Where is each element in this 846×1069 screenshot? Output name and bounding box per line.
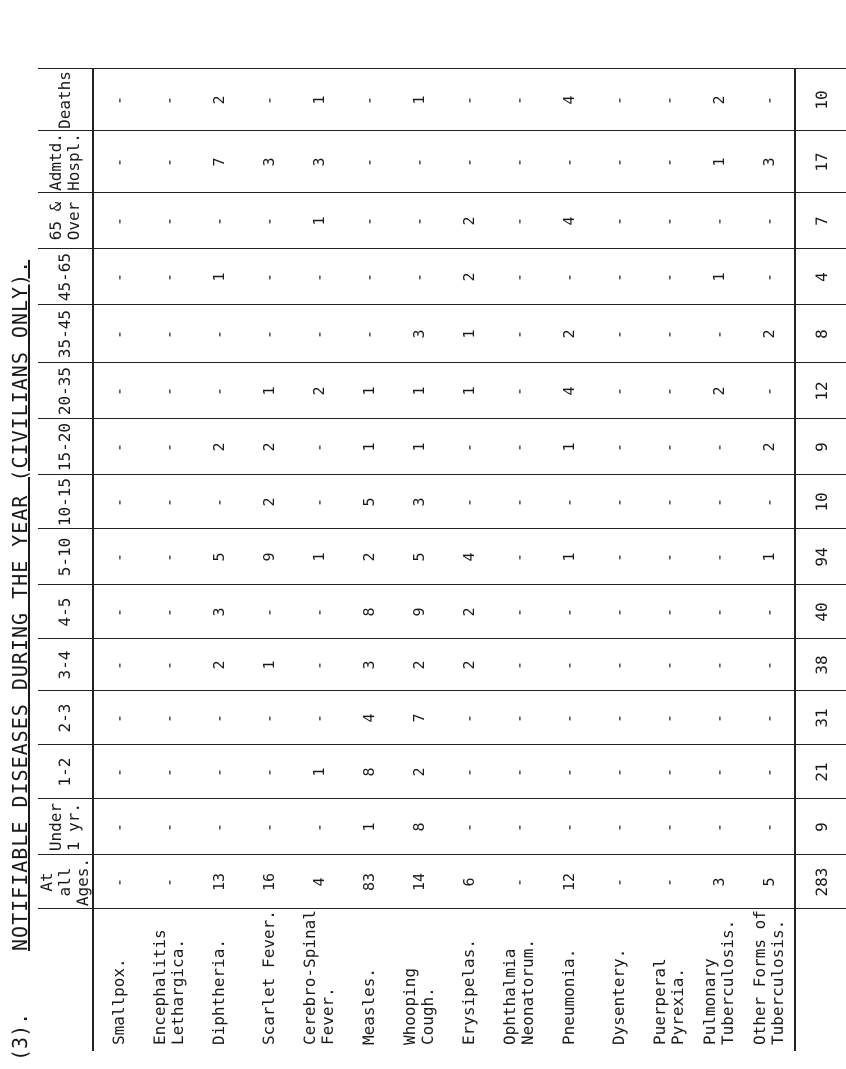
column-header: 15-20	[38, 419, 93, 475]
case-count: 2	[744, 419, 795, 475]
case-count: -	[494, 419, 544, 475]
column-header: 10-15	[38, 475, 93, 529]
case-count: -	[144, 745, 194, 799]
case-count: -	[744, 691, 795, 745]
case-count: -	[194, 475, 244, 529]
case-count: 2	[194, 419, 244, 475]
case-count: -	[494, 745, 544, 799]
case-count: -	[544, 585, 594, 639]
case-count: -	[544, 639, 594, 691]
case-count: -	[194, 799, 244, 855]
case-count: -	[644, 691, 694, 745]
notifiable-diseases-table	[38, 69, 846, 1052]
case-count: 7	[194, 131, 244, 193]
case-count: 2	[194, 69, 244, 131]
disease-name: Puerperal Pyrexia.	[644, 909, 694, 1051]
total-count: 17	[795, 131, 846, 193]
case-count: -	[244, 69, 294, 131]
case-count: -	[444, 745, 494, 799]
disease-name: Ophthalmia Neonatorum.	[494, 909, 544, 1051]
case-count: 2	[444, 193, 494, 249]
case-count: -	[194, 691, 244, 745]
case-count: -	[594, 193, 644, 249]
column-header: 65 & Over	[38, 193, 93, 249]
table-row	[644, 69, 694, 1051]
case-count: -	[494, 69, 544, 131]
total-count: 12	[795, 363, 846, 419]
case-count: 2	[694, 69, 744, 131]
case-count: -	[594, 529, 644, 585]
case-count: -	[194, 305, 244, 363]
case-count: 16	[244, 855, 294, 909]
case-count: -	[644, 193, 694, 249]
case-count: -	[594, 475, 644, 529]
case-count: 1	[444, 305, 494, 363]
case-count: -	[544, 745, 594, 799]
case-count: 13	[194, 855, 244, 909]
case-count: -	[694, 691, 744, 745]
disease-name: Scarlet Fever.	[244, 909, 294, 1051]
column-header: Deaths	[38, 69, 93, 131]
totals-row	[795, 69, 846, 1051]
column-header: 4-5	[38, 585, 93, 639]
case-count: -	[294, 639, 344, 691]
case-count: -	[594, 363, 644, 419]
total-count: 31	[795, 691, 846, 745]
case-count: 2	[344, 529, 394, 585]
case-count: 5	[394, 529, 444, 585]
case-count: 2	[194, 639, 244, 691]
case-count: 1	[394, 419, 444, 475]
case-count: -	[394, 193, 444, 249]
column-header: 1-2	[38, 745, 93, 799]
case-count: -	[394, 131, 444, 193]
case-count: -	[644, 855, 694, 909]
case-count: 5	[344, 475, 394, 529]
case-count: -	[744, 475, 795, 529]
case-count: -	[93, 745, 144, 799]
case-count: 2	[244, 419, 294, 475]
case-count: 1	[344, 419, 394, 475]
case-count: -	[744, 799, 795, 855]
case-count: 6	[444, 855, 494, 909]
case-count: -	[144, 799, 194, 855]
case-count: -	[394, 249, 444, 305]
case-count: -	[144, 639, 194, 691]
case-count: 3	[294, 131, 344, 193]
case-count: -	[494, 855, 544, 909]
total-count: 8	[795, 305, 846, 363]
table-row	[744, 69, 795, 1051]
case-count: 14	[394, 855, 444, 909]
case-count: -	[444, 799, 494, 855]
column-header: 2-3	[38, 691, 93, 745]
case-count: 2	[294, 363, 344, 419]
disease-name: Diphtheria.	[194, 909, 244, 1051]
case-count: -	[144, 855, 194, 909]
case-count: -	[144, 193, 194, 249]
case-count: 1	[244, 363, 294, 419]
column-header: At all Ages.	[38, 855, 93, 909]
case-count: 4	[544, 193, 594, 249]
case-count: -	[594, 639, 644, 691]
total-count: 10	[795, 69, 846, 131]
table-row	[244, 69, 294, 1051]
table-row	[194, 69, 244, 1051]
case-count: 5	[744, 855, 795, 909]
case-count: 1	[294, 529, 344, 585]
case-count: 1	[444, 363, 494, 419]
case-count: 5	[194, 529, 244, 585]
case-count: -	[244, 249, 294, 305]
case-count: 2	[394, 745, 444, 799]
case-count: -	[594, 855, 644, 909]
case-count: -	[244, 193, 294, 249]
case-count: -	[494, 131, 544, 193]
case-count: -	[144, 419, 194, 475]
case-count: -	[344, 193, 394, 249]
total-count: 10	[795, 475, 846, 529]
case-count: -	[144, 363, 194, 419]
case-count: -	[644, 363, 694, 419]
case-count: -	[594, 691, 644, 745]
table-row	[444, 69, 494, 1051]
total-count: 21	[795, 745, 846, 799]
case-count: 1	[544, 529, 594, 585]
case-count: -	[494, 363, 544, 419]
case-count: 2	[544, 305, 594, 363]
case-count: -	[294, 799, 344, 855]
case-count: -	[93, 585, 144, 639]
case-count: -	[144, 691, 194, 745]
case-count: -	[494, 585, 544, 639]
case-count: -	[694, 475, 744, 529]
case-count: 4	[444, 529, 494, 585]
case-count: -	[694, 193, 744, 249]
case-count: 8	[394, 799, 444, 855]
case-count: 3	[244, 131, 294, 193]
case-count: -	[694, 745, 744, 799]
case-count: -	[594, 249, 644, 305]
case-count: -	[494, 305, 544, 363]
case-count: -	[644, 639, 694, 691]
case-count: 1	[244, 639, 294, 691]
case-count: -	[694, 639, 744, 691]
case-count: -	[744, 193, 795, 249]
case-count: 1	[394, 363, 444, 419]
table-row	[594, 69, 644, 1051]
case-count: -	[544, 475, 594, 529]
case-count: -	[644, 131, 694, 193]
disease-name: Pneumonia.	[544, 909, 594, 1051]
column-header: 35-45	[38, 305, 93, 363]
case-count: -	[294, 475, 344, 529]
case-count: 8	[344, 585, 394, 639]
case-count: -	[294, 249, 344, 305]
total-count: 7	[795, 193, 846, 249]
case-count: -	[694, 585, 744, 639]
case-count: -	[144, 131, 194, 193]
case-count: 4	[544, 363, 594, 419]
disease-name: Smallpox.	[93, 909, 144, 1051]
case-count: -	[694, 799, 744, 855]
case-count: -	[93, 799, 144, 855]
case-count: 2	[444, 639, 494, 691]
case-count: -	[444, 69, 494, 131]
case-count: -	[244, 585, 294, 639]
case-count: -	[544, 799, 594, 855]
case-count: -	[93, 305, 144, 363]
case-count: -	[244, 305, 294, 363]
table-row	[144, 69, 194, 1051]
case-count: -	[694, 305, 744, 363]
case-count: 12	[544, 855, 594, 909]
case-count: -	[93, 131, 144, 193]
case-count: -	[644, 249, 694, 305]
case-count: -	[93, 419, 144, 475]
case-count: -	[294, 419, 344, 475]
case-count: -	[594, 69, 644, 131]
case-count: 1	[294, 69, 344, 131]
case-count: 1	[544, 419, 594, 475]
case-count: -	[744, 249, 795, 305]
case-count: 4	[344, 691, 394, 745]
case-count: 1	[694, 131, 744, 193]
case-count: 2	[744, 305, 795, 363]
disease-name: Other Forms of Tuberculosis.	[744, 909, 795, 1051]
case-count: -	[644, 799, 694, 855]
case-count: -	[144, 69, 194, 131]
case-count: 3	[694, 855, 744, 909]
case-count: -	[344, 249, 394, 305]
case-count: -	[544, 691, 594, 745]
totals-label	[795, 909, 846, 1051]
case-count: 1	[394, 69, 444, 131]
total-count: 94	[795, 529, 846, 585]
case-count: -	[294, 585, 344, 639]
table-body	[93, 69, 846, 1051]
case-count: -	[444, 475, 494, 529]
case-count: 4	[544, 69, 594, 131]
case-count: -	[294, 691, 344, 745]
case-count: -	[594, 745, 644, 799]
disease-name: Pulmonary Tuberculosis.	[694, 909, 744, 1051]
case-count: -	[644, 305, 694, 363]
case-count: 3	[744, 131, 795, 193]
case-count: 4	[294, 855, 344, 909]
case-count: 1	[194, 249, 244, 305]
case-count: -	[494, 249, 544, 305]
case-count: -	[144, 585, 194, 639]
table-row	[694, 69, 744, 1051]
disease-name: Cerebro-Spinal Fever.	[294, 909, 344, 1051]
column-header: 20-35	[38, 363, 93, 419]
column-header: 3-4	[38, 639, 93, 691]
case-count: 2	[444, 585, 494, 639]
case-count: 1	[744, 529, 795, 585]
case-count: -	[644, 475, 694, 529]
case-count: 2	[394, 639, 444, 691]
header-disease	[38, 909, 93, 1051]
case-count: 8	[344, 745, 394, 799]
page-title: NOTIFIABLE DISEASES DURING THE YEAR (CIVILIANS ONLY).	[8, 259, 32, 951]
case-count: -	[744, 69, 795, 131]
case-count: -	[93, 691, 144, 745]
case-count: -	[744, 639, 795, 691]
table-row	[93, 69, 144, 1051]
disease-name: Erysipelas.	[444, 909, 494, 1051]
case-count: -	[744, 585, 795, 639]
case-count: -	[644, 745, 694, 799]
case-count: 1	[294, 745, 344, 799]
total-count: 4	[795, 249, 846, 305]
case-count: -	[93, 855, 144, 909]
case-count: -	[194, 745, 244, 799]
table-row	[544, 69, 594, 1051]
case-count: -	[344, 131, 394, 193]
table-row	[494, 69, 544, 1051]
case-count: -	[93, 475, 144, 529]
column-header: 5-10	[38, 529, 93, 585]
case-count: -	[93, 69, 144, 131]
case-count: 3	[344, 639, 394, 691]
case-count: -	[594, 305, 644, 363]
case-count: 3	[394, 475, 444, 529]
case-count: -	[644, 419, 694, 475]
header-row	[38, 69, 93, 1051]
case-count: 3	[194, 585, 244, 639]
case-count: -	[494, 639, 544, 691]
case-count: -	[644, 585, 694, 639]
case-count: -	[494, 529, 544, 585]
case-count: -	[594, 799, 644, 855]
total-count: 9	[795, 799, 846, 855]
case-count: -	[294, 305, 344, 363]
total-count: 9	[795, 419, 846, 475]
case-count: -	[344, 305, 394, 363]
disease-name: Dysentery.	[594, 909, 644, 1051]
disease-name: Encephalitis Lethargica.	[144, 909, 194, 1051]
case-count: -	[444, 419, 494, 475]
case-count: -	[644, 69, 694, 131]
case-count: -	[494, 475, 544, 529]
case-count: 1	[294, 193, 344, 249]
case-count: -	[144, 529, 194, 585]
case-count: -	[694, 529, 744, 585]
case-count: 9	[244, 529, 294, 585]
case-count: 2	[694, 363, 744, 419]
case-count: -	[494, 193, 544, 249]
case-count: 83	[344, 855, 394, 909]
case-count: -	[93, 529, 144, 585]
case-count: 2	[244, 475, 294, 529]
case-count: 1	[694, 249, 744, 305]
case-count: -	[444, 131, 494, 193]
case-count: -	[244, 691, 294, 745]
case-count: -	[594, 419, 644, 475]
table-row	[294, 69, 344, 1051]
case-count: -	[144, 305, 194, 363]
case-count: 2	[444, 249, 494, 305]
column-header: 45-65	[38, 249, 93, 305]
table-row	[344, 69, 394, 1051]
case-count: -	[93, 249, 144, 305]
case-count: -	[194, 363, 244, 419]
case-count: -	[93, 639, 144, 691]
case-count: -	[494, 691, 544, 745]
case-count: -	[244, 799, 294, 855]
case-count: 1	[344, 363, 394, 419]
case-count: -	[244, 745, 294, 799]
case-count: -	[144, 249, 194, 305]
disease-name: Whooping Cough.	[394, 909, 444, 1051]
case-count: 3	[394, 305, 444, 363]
case-count: -	[644, 529, 694, 585]
case-count: 9	[394, 585, 444, 639]
case-count: -	[194, 193, 244, 249]
case-count: -	[93, 363, 144, 419]
disease-name: Measles.	[344, 909, 394, 1051]
case-count: -	[494, 799, 544, 855]
case-count: -	[744, 745, 795, 799]
column-header: Admtd. Hospl.	[38, 131, 93, 193]
case-count: -	[444, 691, 494, 745]
case-count: -	[144, 475, 194, 529]
total-count: 283	[795, 855, 846, 909]
case-count: -	[694, 419, 744, 475]
case-count: 7	[394, 691, 444, 745]
case-count: -	[744, 363, 795, 419]
page-number: (3).	[8, 1012, 32, 1061]
case-count: -	[93, 193, 144, 249]
case-count: -	[544, 249, 594, 305]
case-count: -	[544, 131, 594, 193]
total-count: 40	[795, 585, 846, 639]
column-header: Under 1 yr.	[38, 799, 93, 855]
case-count: -	[594, 585, 644, 639]
case-count: -	[344, 69, 394, 131]
case-count: 1	[344, 799, 394, 855]
table-row	[394, 69, 444, 1051]
case-count: -	[594, 131, 644, 193]
total-count: 38	[795, 639, 846, 691]
